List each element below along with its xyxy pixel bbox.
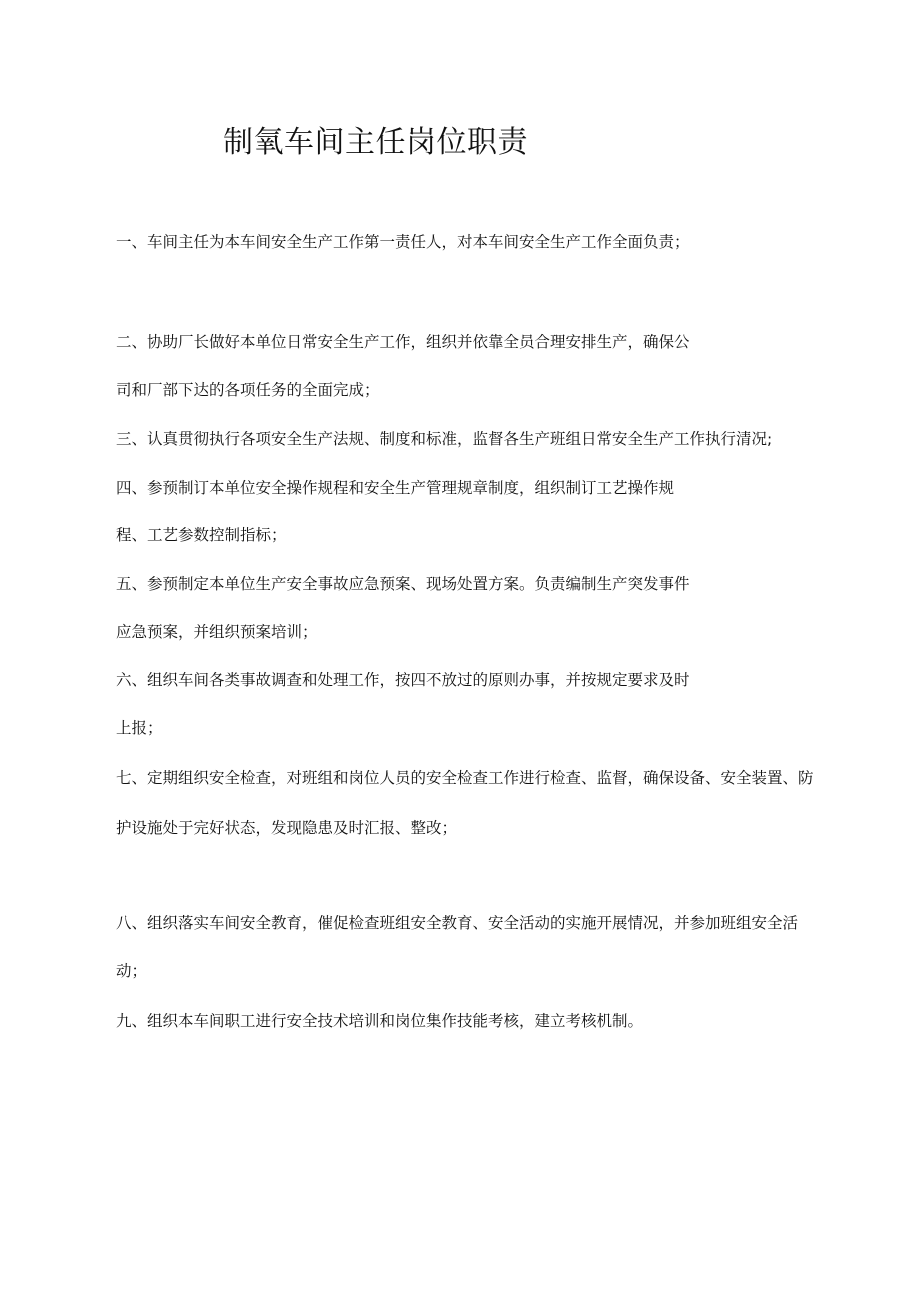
duty-line-1: 一、车间主任为本车间安全生产工作第一责任人，对本车间安全生产工作全面负责； <box>116 233 690 251</box>
duty-line-6-cont: 上报； <box>116 719 163 737</box>
duty-line-8: 八、组织落实车间安全教育，催促检查班组安全教育、安全活动的实施开展情况，并参加班组安全活 <box>116 914 799 932</box>
duty-line-5: 五、参预制定本单位生产安全事故应急预案、现场处置方案。负责编制生产突发事件 <box>116 575 690 593</box>
document-title: 制氧车间主任岗位职责 <box>223 125 528 160</box>
duty-line-5-cont: 应急预案，并组织预案培训； <box>116 623 318 641</box>
duty-line-8-cont: 动； <box>116 962 148 980</box>
duty-line-3: 三、认真贯彻执行各项安全生产法规、制度和标准，监督各生产班组日常安全生产工作执行清况; <box>116 430 773 448</box>
duty-line-9: 九、组织本车间职工进行安全技术培训和岗位集作技能考核，建立考核机制。 <box>116 1012 644 1030</box>
duty-line-7-cont: 护设施处于完好状态，发现隐患及时汇报、整改； <box>116 819 458 837</box>
duty-line-2-cont: 司和厂部下达的各项任务的全面完成； <box>116 381 380 399</box>
duty-line-2: 二、协助厂长做好本单位日常安全生产工作，组织并依靠全员合理安排生产，确保公 <box>116 333 690 351</box>
duty-line-7: 七、定期组织安全检查，对班组和岗位人员的安全检查工作进行检查、监督，确保设备、安全装置、防 <box>116 769 814 787</box>
duty-line-4-cont: 程、工艺参数控制指标； <box>116 526 287 544</box>
duty-line-6: 六、组织车间各类事故调查和处理工作，按四不放过的原则办事，并按规定要求及时 <box>116 671 690 689</box>
duty-line-4: 四、参预制订本单位安全操作规程和安全生产管理规章制度，组织制订工艺操作规 <box>116 479 675 497</box>
